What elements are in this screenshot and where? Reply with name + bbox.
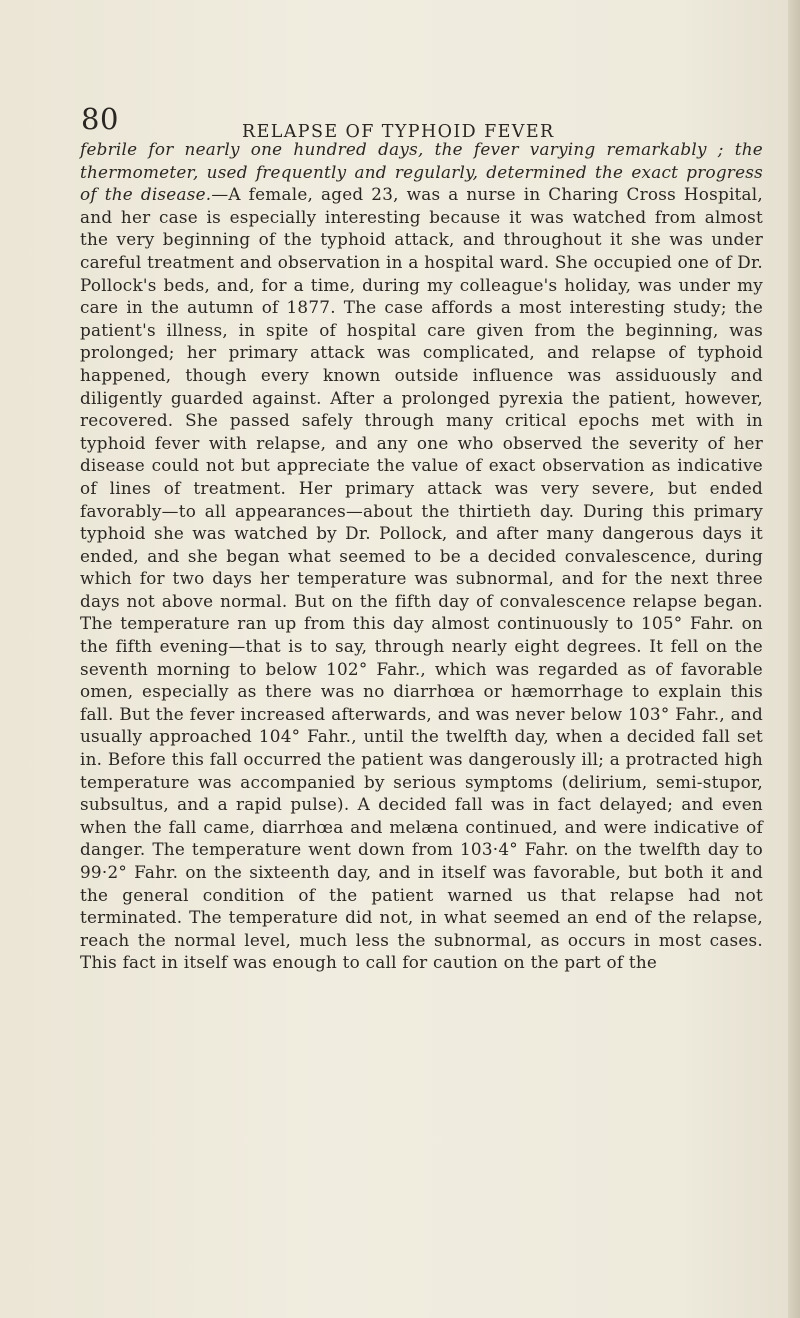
page-number: 80 (81, 102, 119, 136)
paragraph-text: —A female, aged 23, was a nurse in Charing Cross Hospital, and her case is especially interesting because it was watched from almost the very beginning of the typhoid attack, and throughout it she was under careful treatment and observation in a hospital ward. She occupied one of Dr. Pollock's beds, and, for a time, during my colleague's holiday, was under my care in the autumn of 1877. The case affords a most interesting study; the patient's illness, in spite of hospital care given from the beginning, was prolonged; her primary attack was complicated, and relapse of typhoid happened, though every known outside influence was assiduously and diligently guarded against. After a prolonged pyrexia the patient, however, recovered. She passed safely through many critical epochs met with in typhoid fever with relapse, and any one who observed the severity of her disease could not but appreciate the value of exact observation as indicative of lines of treatment. Her primary attack was very severe, but ended favorably—to all appearances—about the thirtieth day. During this primary typhoid she was watched by Dr. Pollock, and after many dangerous days it ended, and she began what seemed to be a decided convalescence, during which for two days her temperature was subnormal, and for the next three days not above normal. But on the fifth day of convalescence relapse began. The temperature ran up from this day almost continuously to 105° Fahr. on the fifth evening—that is to say, through nearly eight degrees. It fell on the seventh morning to below 102° Fahr., which was regarded as of favorable omen, especially as there was no diarrhœa or hæmorrhage to explain this fall. But the fever increased afterwards, and was never below 103° Fahr., and usually approached 104° Fahr., until the twelfth day, when a decided fall set in. Before this fall occurred the patient was dangerously ill; a protracted high temperature was accompanied by serious symptoms (delirium, semi-stupor, subsultus, and a rapid pulse). A decided fall was in fact delayed; and even when the fall came, diarrhœa and melæna continued, and were indicative of danger. The temperature went down from 103·4° Fahr. on the twelfth day to 99·2° Fahr. on the sixteenth day, and in itself was favorable, but both it and the general condition of the patient warned us that relapse had not terminated. The temperature did not, in what seemed an end of the relapse, reach the normal level, much less the subnormal, as occurs in most cases. This fact in itself was enough to call for caution on the part of the (80, 184, 764, 973)
paragraph (80, 138, 763, 974)
body-text (80, 138, 763, 974)
italic-lead: febrile for nearly one hundred days, the fever varying remarkably ; the thermometer, used frequently and regularly, determined the exact progress of the disease. (80, 139, 763, 205)
running-head: RELAPSE OF TYPHOID FEVER (242, 122, 555, 142)
page-edge-shadow (788, 0, 800, 1318)
